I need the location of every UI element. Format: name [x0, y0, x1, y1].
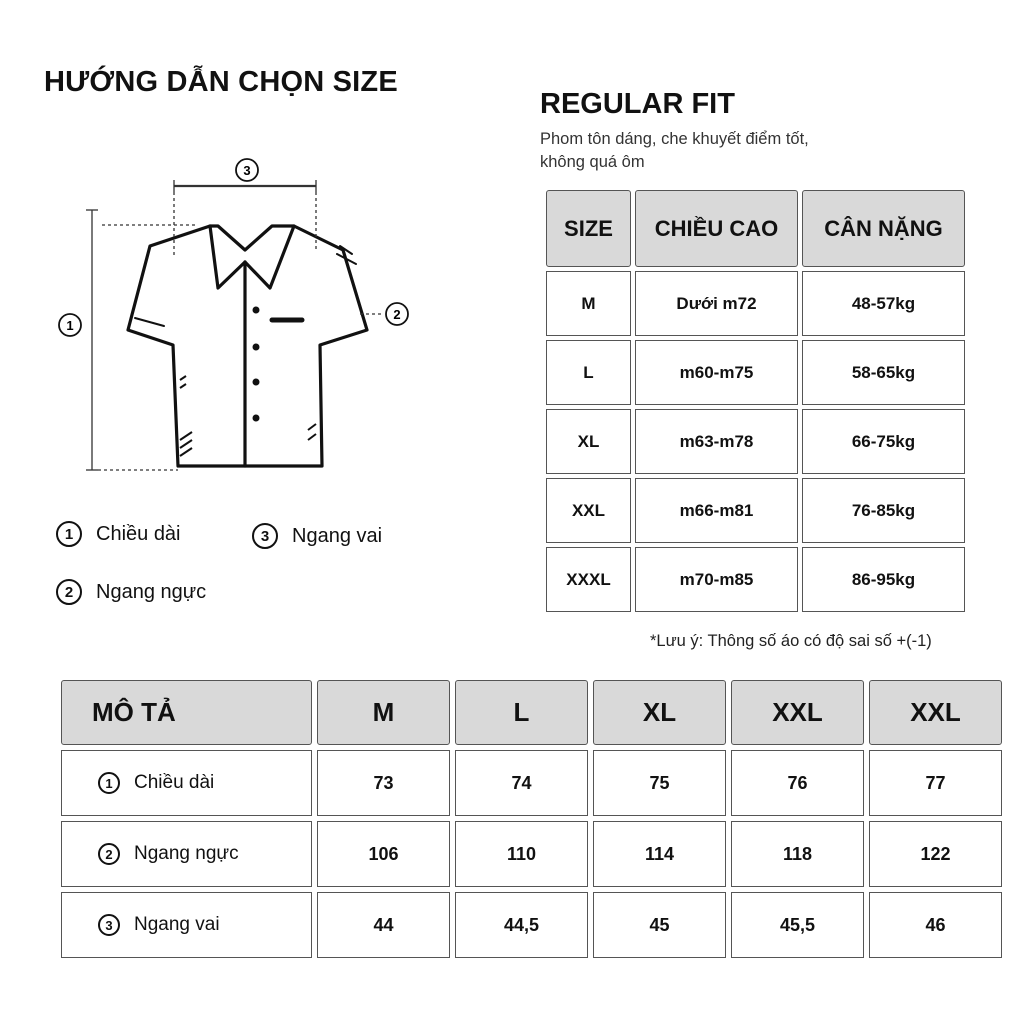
shirt-buttons	[253, 307, 260, 422]
value-cell: 46	[869, 892, 1002, 958]
shirt-diagram	[40, 150, 420, 485]
legend-item-length	[56, 521, 181, 547]
fit-description-line: Phom tôn dáng, che khuyết điểm tốt,	[540, 130, 809, 148]
height-header: CHIỀU CAO	[635, 190, 798, 267]
description-header: MÔ TẢ	[61, 680, 312, 745]
number-circle: 1	[56, 521, 82, 547]
value-cell: 75	[593, 750, 726, 816]
measurement-label: Chiều dài	[134, 772, 215, 793]
weight-header: CÂN NẶNG	[802, 190, 965, 267]
size-cell: XL	[546, 409, 631, 474]
fit-description-line: không quá ôm	[540, 153, 645, 171]
legend-label: Ngang vai	[292, 524, 383, 547]
size-table-header-row	[546, 190, 965, 267]
number-circle: 2	[98, 843, 120, 865]
number-circle: 2	[56, 579, 82, 605]
height-cell: Dưới m72	[635, 271, 798, 336]
weight-cell: 66-75kg	[802, 409, 965, 474]
size-cell: L	[546, 340, 631, 405]
measurement-label: Ngang ngực	[134, 843, 239, 864]
value-cell: 106	[317, 821, 450, 887]
table-row	[546, 409, 965, 474]
legend-label: Ngang ngực	[96, 580, 207, 603]
value-cell: 45	[593, 892, 726, 958]
measurement-label: Ngang vai	[134, 914, 220, 935]
table-row	[61, 892, 1002, 958]
measurement-table	[56, 675, 1007, 963]
size-column-header: XL	[593, 680, 726, 745]
value-cell: 110	[455, 821, 588, 887]
measurement-label-cell	[61, 821, 312, 887]
value-cell: 114	[593, 821, 726, 887]
size-column-header: XXL	[731, 680, 864, 745]
value-cell: 44,5	[455, 892, 588, 958]
height-cell: m70-m85	[635, 547, 798, 612]
legend-item-shoulder	[252, 523, 382, 549]
size-column-header: XXL	[869, 680, 1002, 745]
measurement-label-cell	[61, 892, 312, 958]
size-cell: XXL	[546, 478, 631, 543]
marker-label-2: 2	[393, 307, 401, 322]
value-cell: 73	[317, 750, 450, 816]
height-cell: m66-m81	[635, 478, 798, 543]
number-circle: 1	[98, 772, 120, 794]
size-cell: M	[546, 271, 631, 336]
legend-label: Chiều dài	[96, 522, 181, 545]
legend-item-chest	[56, 579, 206, 605]
height-cell: m63-m78	[635, 409, 798, 474]
fit-description	[540, 128, 900, 174]
weight-cell: 58-65kg	[802, 340, 965, 405]
marker-label-3: 3	[243, 163, 251, 178]
value-cell: 122	[869, 821, 1002, 887]
table-row	[546, 547, 965, 612]
number-circle: 3	[98, 914, 120, 936]
size-table	[542, 186, 969, 616]
size-column-header: L	[455, 680, 588, 745]
shirt-collar	[210, 226, 294, 288]
value-cell: 77	[869, 750, 1002, 816]
table-row	[61, 750, 1002, 816]
fit-title: REGULAR FIT	[540, 88, 735, 120]
size-header: SIZE	[546, 190, 631, 267]
number-circle: 3	[252, 523, 278, 549]
value-cell: 76	[731, 750, 864, 816]
weight-cell: 76-85kg	[802, 478, 965, 543]
table-row	[546, 478, 965, 543]
weight-cell: 86-95kg	[802, 547, 965, 612]
page-title: HƯỚNG DẪN CHỌN SIZE	[44, 66, 398, 98]
value-cell: 44	[317, 892, 450, 958]
shirt-outline	[128, 226, 367, 466]
measurement-label-cell	[61, 750, 312, 816]
size-cell: XXXL	[546, 547, 631, 612]
value-cell: 45,5	[731, 892, 864, 958]
table-row	[546, 271, 965, 336]
weight-cell: 48-57kg	[802, 271, 965, 336]
measurement-header-row	[61, 680, 1002, 745]
table-row	[546, 340, 965, 405]
value-cell: 118	[731, 821, 864, 887]
table-row	[61, 821, 1002, 887]
tolerance-note: *Lưu ý: Thông số áo có độ sai số +(-1)	[650, 632, 932, 650]
size-column-header: M	[317, 680, 450, 745]
height-cell: m60-m75	[635, 340, 798, 405]
value-cell: 74	[455, 750, 588, 816]
marker-label-1: 1	[66, 318, 74, 333]
